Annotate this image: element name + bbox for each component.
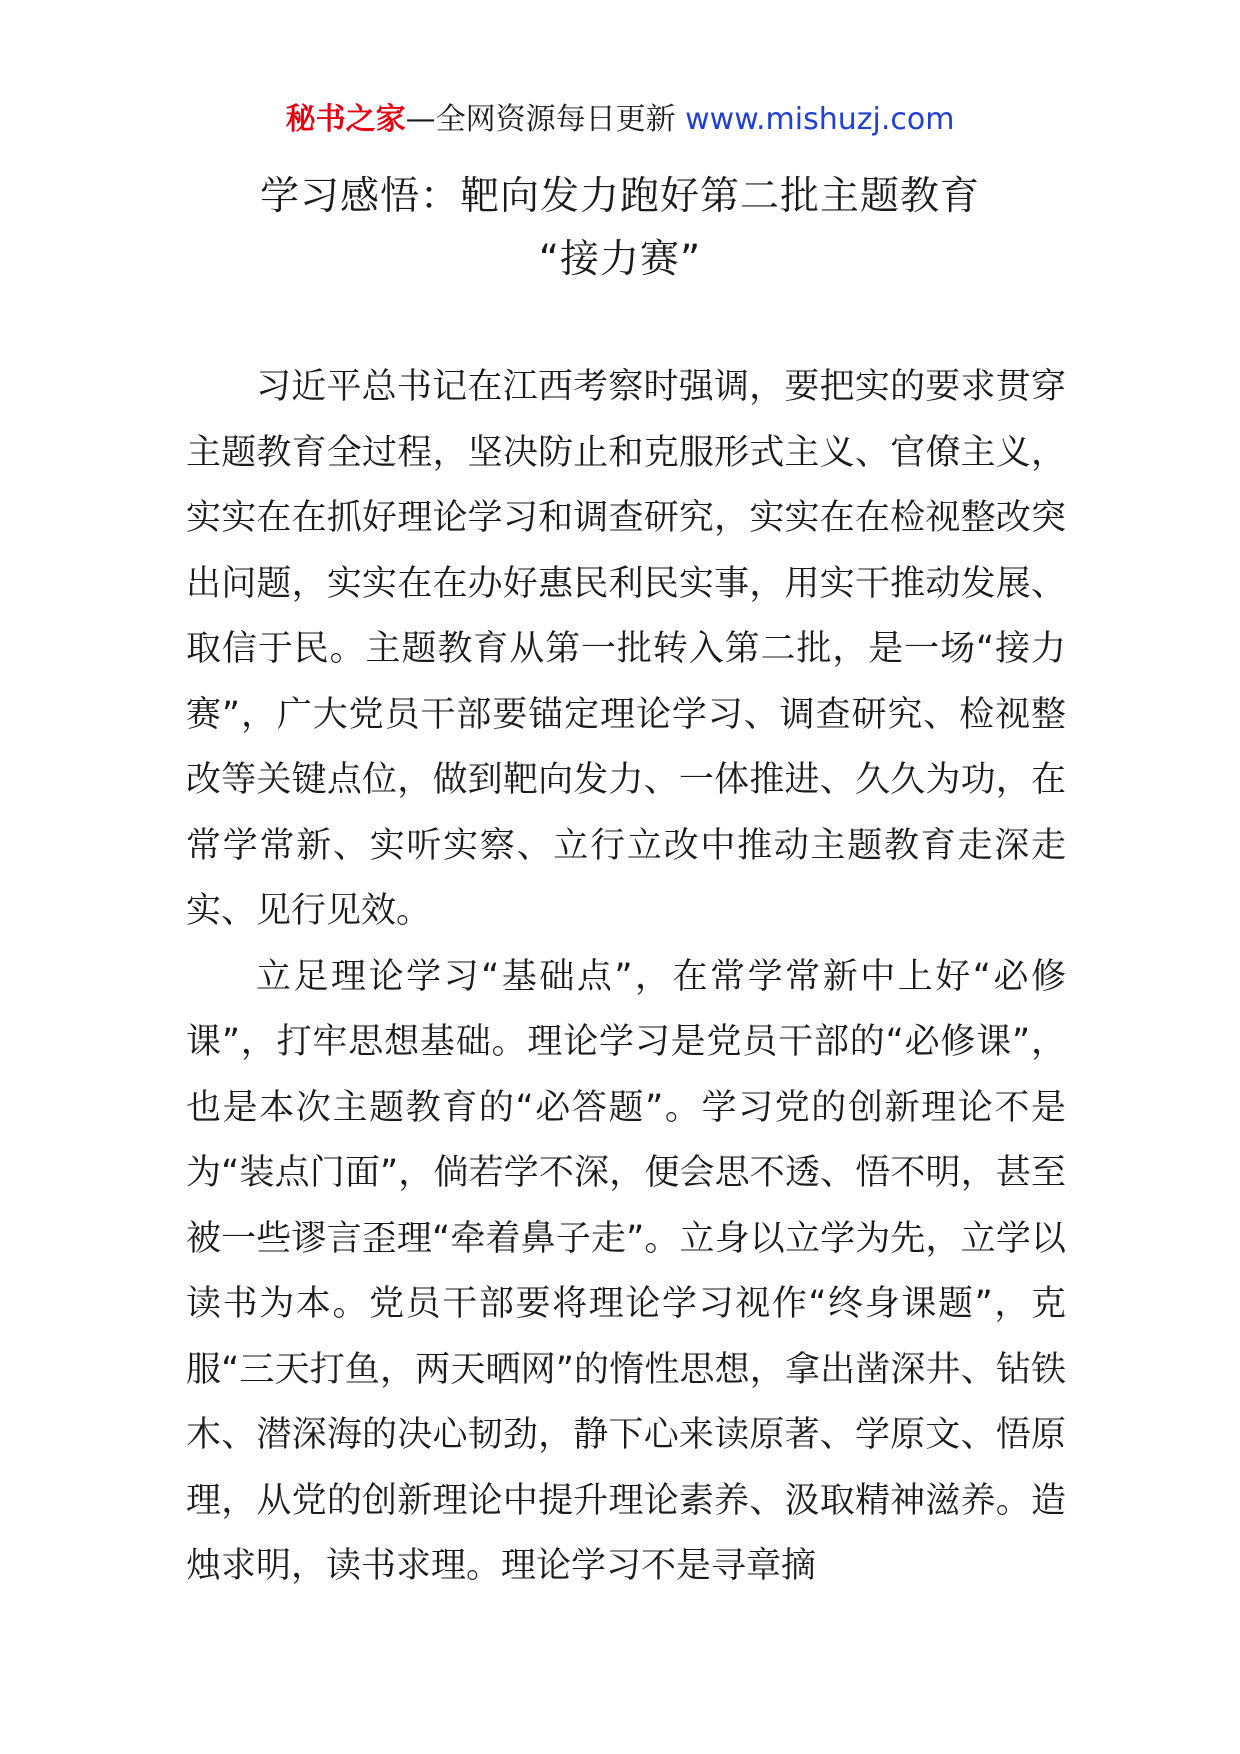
site-url[interactable]: www.mishuzj.com: [685, 102, 955, 137]
title-line-2: “接力赛”: [538, 237, 702, 282]
title-line-1: 学习感悟：靶向发力跑好第二批主题教育: [259, 174, 980, 219]
paragraph-1: 习近平总书记在江西考察时强调，要把实的要求贯穿主题教育全过程，坚决防止和克服形式主义、官僚主义，实实在在抓好理论学习和调查研究，实实在在检视整改突出问题，实实在在办好惠民利民实事，用实干推动发展、取信于民。主题教育从第一批转入第二批，是一场“接力赛”，广大党员干部要锚定理论学习、调查研究、检视整改等关键点位，做到靶向发力、一体推进、久久为功，在常学常新、实听实察、立行立改中推动主题教育走深走实、见行见效。: [186, 367, 1066, 931]
article-title: [0, 165, 1240, 291]
paragraph-2: 立足理论学习“基础点”，在常学常新中上好“必修课”，打牢思想基础。理论学习是党员干部的“必修课”，也是本次主题教育的“必答题”。学习党的创新理论不是为“装点门面”，倘若学不深，便会思不透、悟不明，甚至被一些谬言歪理“牵着鼻子走”。立身以立学为先，立学以读书为本。党员干部要将理论学习视作“终身课题”，克服“三天打鱼，两天晒网”的惰性思想，拿出凿深井、钻铁木、潜深海的决心韧劲，静下心来读原著、学原文、悟原理，从党的创新理论中提升理论素养、汲取精神滋养。造烛求明，读书求理。理论学习不是寻章摘: [186, 956, 1066, 1586]
brand-name: 秘书之家: [285, 102, 406, 137]
site-header: [0, 100, 1240, 140]
article-body: [186, 355, 1066, 1600]
header-tagline: —全网资源每日更新: [405, 102, 686, 137]
